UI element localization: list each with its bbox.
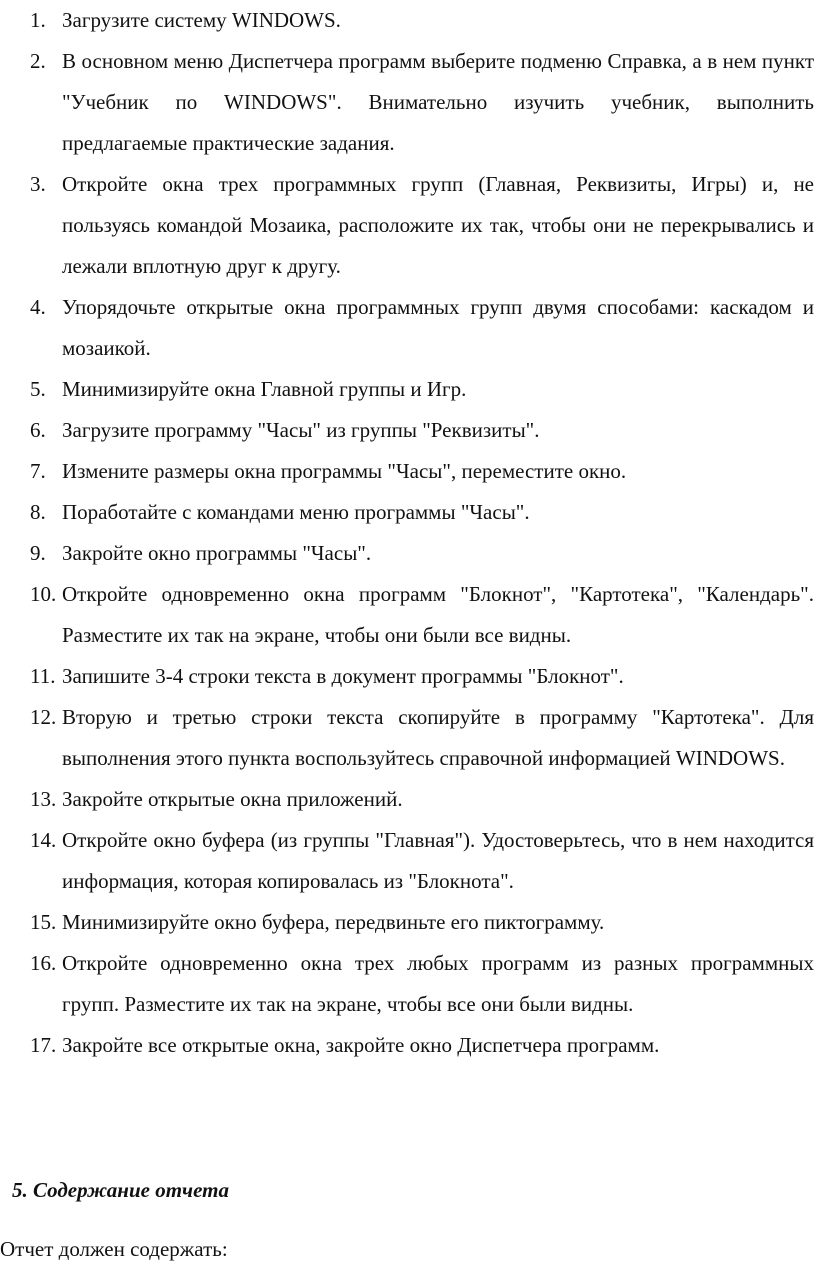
task-item	[30, 902, 816, 943]
task-item	[30, 410, 816, 451]
task-text: Загрузите программу "Часы" из группы "Реквизиты".	[62, 418, 540, 442]
task-number: 11.	[30, 664, 56, 688]
task-number: 8.	[30, 500, 46, 524]
report-intro-text: Отчет должен содержать:	[0, 1237, 228, 1261]
task-number: 7.	[30, 459, 46, 483]
task-text: Откройте окно буфера (из группы "Главная"). Удостоверьтесь, что в нем находится информация, которая копировалась из "Блокнота".	[62, 828, 814, 893]
task-text: Закройте открытые окна приложений.	[62, 787, 403, 811]
task-number: 4.	[30, 295, 46, 319]
task-number: 6.	[30, 418, 46, 442]
task-text: Откройте одновременно окна трех любых программ из разных программных групп. Разместите их так на экране, чтобы все они были видны.	[62, 951, 814, 1016]
task-item	[30, 656, 816, 697]
task-number: 12.	[30, 705, 57, 729]
section-heading: 5. Содержание отчета	[12, 1178, 229, 1202]
task-item	[30, 41, 816, 164]
task-number: 10.	[30, 582, 57, 606]
task-text: Закройте все открытые окна, закройте окно Диспетчера программ.	[62, 1033, 660, 1057]
task-text: Загрузите систему WINDOWS.	[62, 8, 341, 32]
task-item	[30, 1025, 816, 1066]
task-number: 3.	[30, 172, 46, 196]
task-text: Измените размеры окна программы "Часы", переместите окно.	[62, 459, 627, 483]
task-item	[30, 574, 816, 656]
task-text: Откройте окна трех программных групп (Главная, Реквизиты, Игры) и, не пользуясь командой Мозаика, расположите их так, чтобы они не перекрывались и лежали вплотную друг к другу.	[62, 172, 814, 278]
task-item	[30, 779, 816, 820]
task-number: 14.	[30, 828, 57, 852]
task-text: Запишите 3-4 строки текста в документ программы "Блокнот".	[62, 664, 624, 688]
task-number: 16.	[30, 951, 57, 975]
task-item	[30, 369, 816, 410]
task-text: Откройте одновременно окна программ "Блокнот", "Картотека", "Календарь". Разместите их так на экране, чтобы они были все видны.	[62, 582, 814, 647]
task-list	[30, 0, 816, 1066]
task-text: Минимизируйте окна Главной группы и Игр.	[62, 377, 467, 401]
task-item	[30, 0, 816, 41]
task-number: 13.	[30, 787, 57, 811]
task-text: Упорядочьте открытые окна программных групп двумя способами: каскадом и мозаикой.	[62, 295, 814, 360]
task-item	[30, 287, 816, 369]
task-item	[30, 697, 816, 779]
task-number: 2.	[30, 49, 46, 73]
task-text: Минимизируйте окно буфера, передвиньте его пиктограмму.	[62, 910, 605, 934]
task-number: 15.	[30, 910, 57, 934]
task-text: В основном меню Диспетчера программ выберите подменю Справка, а в нем пункт "Учебник по WINDOWS". Внимательно изучить учебник, выполнить предлагаемые практические задания.	[62, 49, 814, 155]
task-text: Закройте окно программы "Часы".	[62, 541, 372, 565]
task-item	[30, 533, 816, 574]
task-item	[30, 492, 816, 533]
task-number: 17.	[30, 1033, 57, 1057]
task-text: Поработайте с командами меню программы "Часы".	[62, 500, 530, 524]
task-number: 9.	[30, 541, 46, 565]
task-text: Вторую и третью строки текста скопируйте в программу "Картотека". Для выполнения этого пункта воспользуйтесь справочной информацией WINDOWS.	[62, 705, 814, 770]
task-item	[30, 943, 816, 1025]
task-number: 5.	[30, 377, 46, 401]
task-number: 1.	[30, 8, 46, 32]
task-item	[30, 820, 816, 902]
task-item	[30, 164, 816, 287]
task-item	[30, 451, 816, 492]
